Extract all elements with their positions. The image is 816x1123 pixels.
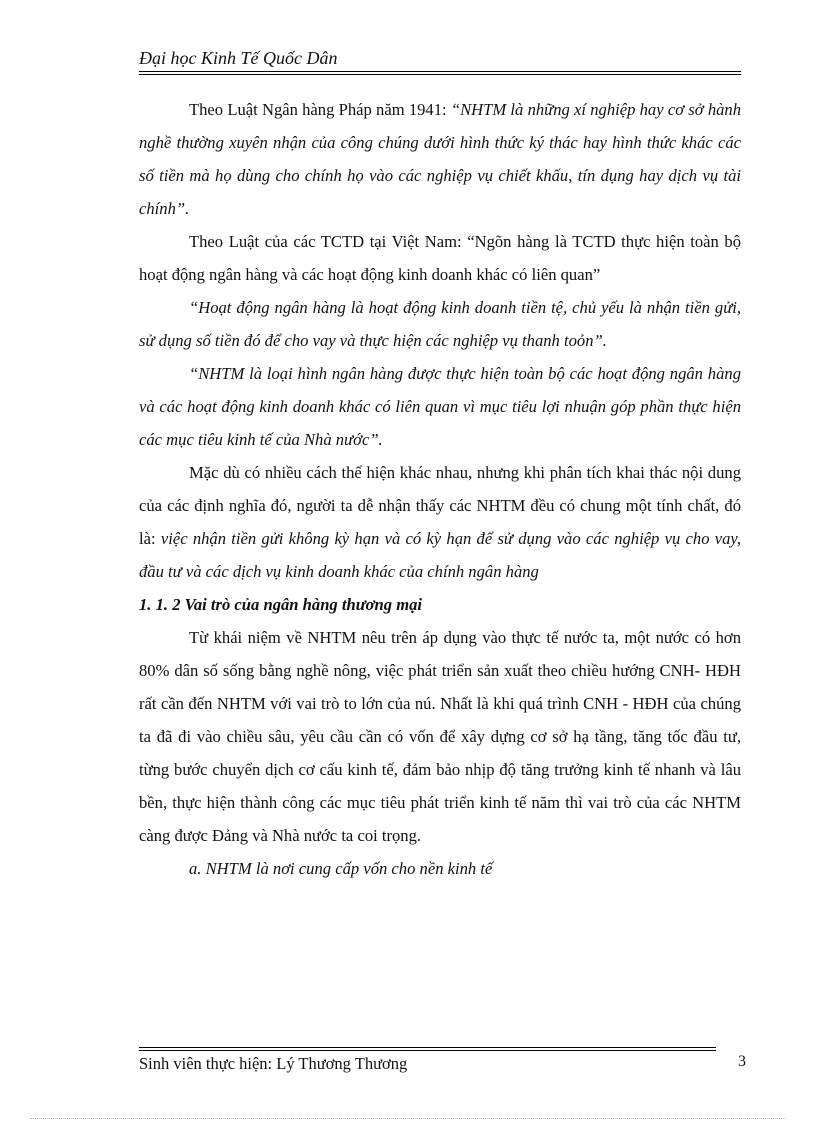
- header-rule-bottom: [139, 74, 741, 75]
- paragraph-common-nature-italic: việc nhận tiền gửi không kỳ hạn và có kỳ hạn để sử dụng vào các nghiệp vụ cho vay, đầu tư và các dịch vụ kinh doanh khác của chính ngân hàng: [139, 529, 742, 581]
- body-content: [139, 93, 741, 885]
- subsection-a: a. NHTM là nơi cung cấp vốn cho nền kinh tế: [189, 859, 493, 878]
- header-title: Đại học Kinh Tế Quốc Dân: [139, 48, 338, 68]
- paragraph-french-law-quote: “NHTM là những xí nghiệp hay cơ sở hành nghề thường xuyên nhận của công chúng dưới hình thức ký thác hay hình thức khác các số tiền mà họ dùng cho chính họ vào các nghiệp vụ chiết khấu, tín dụng hay dịch vụ tài chính”.: [139, 100, 742, 218]
- paragraph-common-nature-lead: Mặc dù có nhiều cách thể hiện khác nhau, nhưng khi phân tích khai thác nội dung của các định nghĩa đó, người ta dễ nhận thấy các NHTM đều có chung một tính chất, đó là:: [139, 463, 741, 548]
- paragraph-vietnam-law: Theo Luật của các TCTD tại Việt Nam: “Ngõn hàng là TCTD thực hiện toàn bộ hoạt động ngân hàng và các hoạt động kinh doanh khác có liên quan”: [139, 232, 741, 284]
- page-number: 3: [738, 1053, 746, 1070]
- footer-rule-top: [139, 1047, 716, 1048]
- section-heading: 1. 1. 2 Vai trò của ngân hàng thương mại: [139, 595, 423, 614]
- paragraph-french-law-lead: Theo Luật Ngân hàng Pháp năm 1941:: [189, 100, 451, 119]
- paragraph-role: Từ khái niệm về NHTM nêu trên áp dụng vào thực tế nước ta, một nước có hơn 80% dân số sống bằng nghề nông, việc phát triển sản xuất theo chiều hướng CNH- HĐH rất cần đến NHTM với vai trò to lớn của nú. Nhất là khi quá trình CNH - HĐH của chúng ta đã đi vào chiều sâu, yêu cầu cần có vốn để xây dựng cơ sở hạ tầng, tăng tốc đầu tư, từng bước chuyển dịch cơ cấu kinh tế, đảm bảo nhịp độ tăng trưởng kinh tế nhanh và lâu bền, thực hiện thành công các mục tiêu phát triển kinh tế năm thì vai trò của các NHTM càng được Đảng và Nhà nước ta coi trọng.: [139, 628, 741, 845]
- paragraph-nhtm-definition: “NHTM là loại hình ngân hàng được thực hiện toàn bộ các hoạt động ngân hàng và các hoạt động kinh doanh khác có liên quan vì mục tiêu lợi nhuận góp phần thực hiện các mục tiêu kinh tế của Nhà nước”.: [139, 364, 741, 449]
- footer-author: Sinh viên thực hiện: Lý Thương Thương: [139, 1054, 408, 1073]
- paragraph-french-law: [139, 93, 741, 225]
- header-rule-top: [139, 71, 741, 72]
- footer-rule-bottom: [139, 1050, 716, 1051]
- paragraph-banking-activity: “Hoạt động ngân hàng là hoạt động kinh doanh tiền tệ, chủ yếu là nhận tiền gửi, sử dụng số tiền đó để cho vay và thực hiện các nghiệp vụ thanh toỏn”.: [139, 298, 741, 350]
- page-bottom-divider: [30, 1118, 786, 1119]
- paragraph-common-nature: [139, 456, 741, 588]
